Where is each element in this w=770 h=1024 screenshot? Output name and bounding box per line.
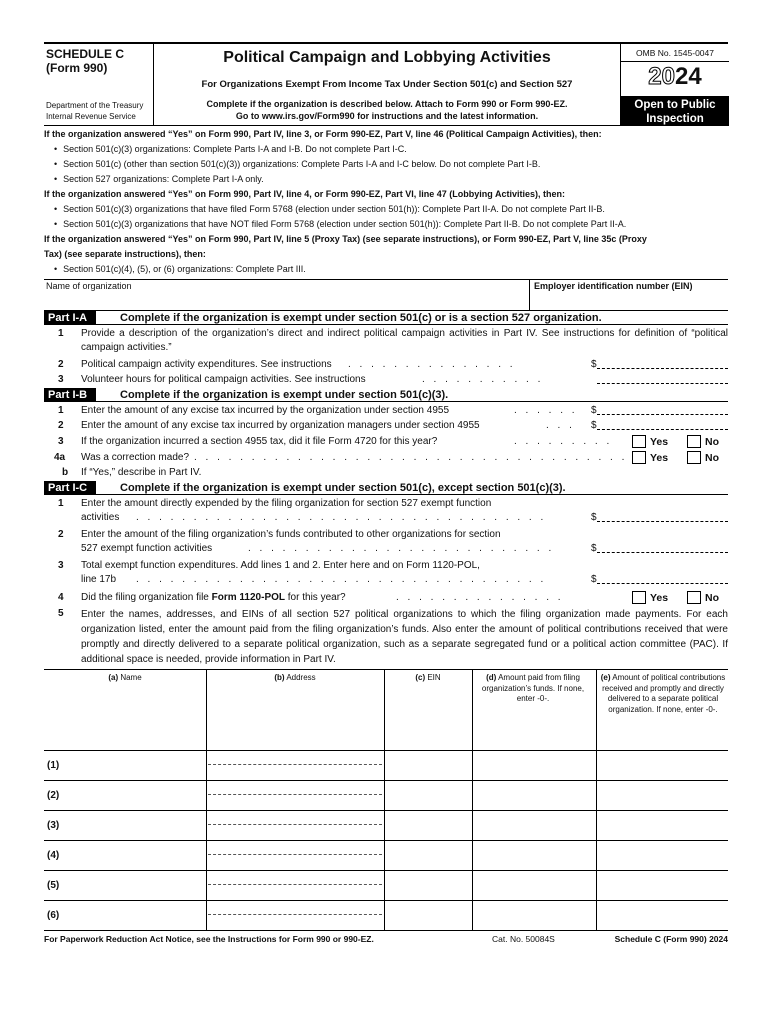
column-header-address: (b) Address (274, 673, 316, 682)
part-title: Complete if the organization is exempt under section 501(c), except section 501(c)(3). (120, 482, 566, 494)
instruction-q2: If the organization answered “Yes” on Form 990, Part IV, line 4, or Form 990-EZ, Part VI, line 47 (Lobbying Activities), then: (44, 189, 565, 199)
table-row[interactable]: (1) (44, 750, 728, 780)
part-ic-line-4: 4 Did the filing organization file Form 1120-POL for this year? . . . . . . . . . . . . . . . Yes No (58, 592, 719, 604)
section-527-table (44, 669, 728, 931)
part-ib-line-2: 2 Enter the amount of any excise tax incurred by organization managers under section 4955 . . . $ (44, 419, 728, 433)
part-ic-header (44, 481, 728, 495)
part-ic-line-2: 2 Enter the amount of the filing organization’s funds contributed to other organizations for section 527 exempt function activities . . . . . . . . . . . . . . . . . . . . . . . . . . . $ (44, 528, 728, 556)
part-title: Complete if the organization is exempt under section 501(c)(3). (120, 389, 449, 401)
part-ia-line-3: 3 Volunteer hours for political campaign activities. See instructions . . . . . . . . . . . (44, 373, 728, 387)
tax-year: 2024 (648, 63, 702, 90)
department: Department of the Treasury Internal Revenue Service (46, 101, 144, 121)
table-row[interactable]: (5) (44, 870, 728, 900)
column-header-name: (a) Name (108, 673, 142, 682)
part-tag: Part I-B (44, 388, 96, 402)
instruction-bullet: • Section 501(c)(4), (5), or (6) organizations: Complete Part III. (44, 262, 728, 277)
amount-input[interactable] (597, 419, 728, 430)
no-checkbox[interactable] (687, 435, 701, 448)
ein-field[interactable]: Employer identification number (EIN) (529, 280, 728, 310)
no-checkbox[interactable] (687, 451, 701, 464)
no-checkbox[interactable] (687, 591, 701, 604)
yes-checkbox[interactable] (632, 435, 646, 448)
part-ia-line-2: 2 Political campaign activity expenditures. See instructions . . . . . . . . . . . . . . . $ (44, 358, 728, 372)
amount-input[interactable] (597, 404, 728, 415)
amount-input[interactable] (597, 542, 728, 553)
schedule-id: SCHEDULE C (Form 990) (46, 47, 125, 75)
amount-input[interactable] (597, 573, 728, 584)
instruction-bullet: • Section 501(c) (other than section 501(c)(3)) organizations: Complete Parts I-A and I-C below. Do not complete Part I-B. (44, 157, 728, 172)
part-ib-line-1: 1 Enter the amount of any excise tax incurred by the organization under section 4955 . . . . . . $ (44, 404, 728, 418)
form-id-footer: Schedule C (Form 990) 2024 (614, 934, 728, 944)
organization-info (44, 279, 728, 311)
instruction-bullet: • Section 501(c)(3) organizations that have filed Form 5768 (election under section 501(h)): Complete Part II-A. Do not complete Part II-B. (44, 202, 728, 217)
part-ic-line-5: 5 Enter the names, addresses, and EINs of all section 527 political organizations to which the filing organization made payments. For each organization listed, enter the amount paid from the filing organization’s funds. Also enter the amount of political contributions received that were promptly and directly delivered to a separate political organization, such as a separate segregated fund or a political action committee (PAC). If additional space is needed, provide information in Part IV. (58, 608, 728, 665)
instruction-q3: If the organization answered “Yes” on Form 990, Part IV, line 5 (Proxy Tax) (see separate instructions), or Form 990-EZ, Part V, line 35c (Proxy (44, 234, 647, 244)
table-row[interactable]: (4) (44, 840, 728, 870)
instruction-bullet: • Section 501(c)(3) organizations: Complete Parts I-A and I-B. Do not complete Part I-C. (44, 142, 728, 157)
omb-number: OMB No. 1545-0047 (621, 48, 729, 62)
part-ic-line-1: 1 Enter the amount directly expended by the filing organization for section 527 exempt function activities . . . . . . . . . . . . . . . . . . . . . . . . . . . . . . . . . . . . $ (44, 497, 728, 525)
paperwork-notice: For Paperwork Reduction Act Notice, see the Instructions for Form 990 or 990-EZ. (44, 934, 374, 944)
catalog-number: Cat. No. 50084S (492, 934, 555, 944)
instruction-bullet: • Section 501(c)(3) organizations that have NOT filed Form 5768 (election under section 501(h)): Complete Part II-B. Do not complete Part II-A. (44, 217, 728, 232)
amount-input[interactable] (597, 358, 728, 369)
header-right (620, 44, 728, 126)
instruction-q3-cont: Tax) (see separate instructions), then: (44, 249, 206, 259)
form-title: Political Campaign and Lobbying Activities (223, 49, 551, 66)
table-row[interactable]: (3) (44, 810, 728, 840)
yes-checkbox[interactable] (632, 451, 646, 464)
column-header-ein: (c) EIN (415, 673, 441, 682)
part-ia-header (44, 311, 728, 325)
yes-checkbox[interactable] (632, 591, 646, 604)
filing-instructions (44, 127, 728, 277)
open-to-public-badge: Open to Public Inspection (621, 96, 729, 126)
hours-input[interactable] (597, 373, 728, 384)
part-tag: Part I-A (44, 311, 96, 325)
part-ib-line-3: 3 If the organization incurred a section 4955 tax, did it file Form 4720 for this year? . . . . . . . . . Yes No (58, 436, 719, 448)
column-header-contributions: (e) Amount of political contributions received and promptly and directly delivered to a separate political organization. If none, enter -0-. (600, 673, 726, 714)
part-ib-line-4a: 4a Was a correction made? . . . . . . . . . . . . . . . . . . . . . . . . . . . . . . . . . . . . . . Yes No (54, 452, 719, 464)
table-row[interactable]: (6) (44, 900, 728, 930)
part-ib-line-4b: b If “Yes,” describe in Part IV. (62, 467, 202, 478)
organization-name-field[interactable]: Name of organization (46, 281, 132, 291)
part-ic-line-3: 3 Total exempt function expenditures. Add lines 1 and 2. Enter here and on Form 1120-POL, line 17b . . . . . . . . . . . . . . . . . . . . . . . . . . . . . . . . . . . . $ (44, 559, 728, 587)
amount-input[interactable] (597, 511, 728, 522)
instruction-bullet: • Section 527 organizations: Complete Part I-A only. (44, 172, 728, 187)
column-header-amount-paid: (d) Amount paid from filing organization’s funds. If none, enter -0-. (481, 673, 585, 703)
part-ib-header (44, 388, 728, 402)
form-header (44, 42, 728, 126)
part-tag: Part I-C (44, 481, 96, 495)
header-left (44, 44, 154, 126)
instruction-q1: If the organization answered “Yes” on Form 990, Part IV, line 3, or Form 990-EZ, Part V, line 46 (Political Campaign Activities), then: (44, 129, 602, 139)
table-row[interactable]: (2) (44, 780, 728, 810)
part-title: Complete if the organization is exempt under section 501(c) or is a section 527 organization. (120, 312, 602, 324)
form-attach-note: Complete if the organization is described below. Attach to Form 990 or Form 990-EZ. Go to www.irs.gov/Form990 for instructions and the latest information. (206, 99, 568, 121)
part-ia-line-1: 1 Provide a description of the organization’s direct and indirect political campaign activities in Part IV. See instructions for definition of “political campaign activities.” (58, 328, 728, 353)
form-subtitle: For Organizations Exempt From Income Tax Under Section 501(c) and Section 527 (201, 79, 573, 90)
header-middle (154, 44, 620, 126)
